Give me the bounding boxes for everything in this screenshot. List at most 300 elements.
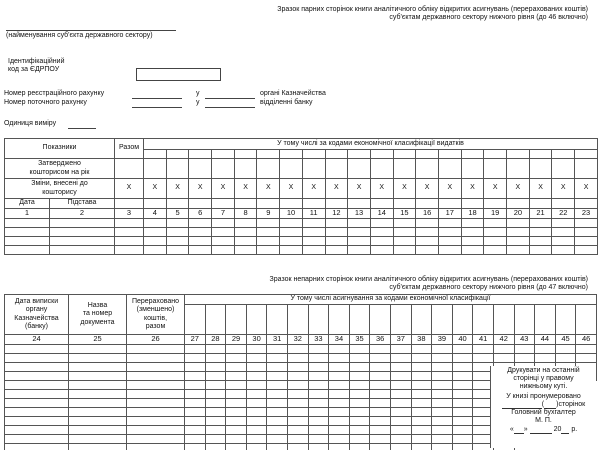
column-number: 17 xyxy=(438,209,461,219)
signature-note-line2: сторінці у правому xyxy=(513,375,574,383)
column-number: 33 xyxy=(308,335,329,345)
column-number: 7 xyxy=(212,209,235,219)
table-cell xyxy=(185,408,206,417)
table-cell xyxy=(416,219,439,228)
table-cell xyxy=(185,399,206,408)
column-number: 11 xyxy=(302,209,325,219)
table-cell xyxy=(185,444,206,450)
table-cell xyxy=(411,417,432,426)
column-number: 42 xyxy=(493,335,514,345)
table-cell xyxy=(411,408,432,417)
table-cell xyxy=(69,390,127,399)
column-number: 22 xyxy=(552,209,575,219)
table-cell xyxy=(432,372,453,381)
x-mark: Х xyxy=(280,179,303,199)
table-cell xyxy=(390,354,411,363)
table-cell xyxy=(69,417,127,426)
table-cell xyxy=(308,345,329,354)
table-cell xyxy=(189,219,212,228)
table-cell xyxy=(144,228,167,237)
table-cell xyxy=(166,228,189,237)
table-cell xyxy=(69,426,127,435)
unit-field[interactable] xyxy=(68,128,96,129)
table-cell xyxy=(308,372,329,381)
table-cell xyxy=(287,363,308,372)
column-number: 29 xyxy=(226,335,247,345)
table-cell xyxy=(329,408,350,417)
table-cell xyxy=(452,354,473,363)
table-cell xyxy=(390,399,411,408)
table-cell xyxy=(5,426,69,435)
table-cell xyxy=(432,444,453,450)
table-cell xyxy=(267,354,288,363)
table-cell xyxy=(329,426,350,435)
chief-accountant-label: Головний бухгалтер xyxy=(511,409,576,417)
x-mark: Х xyxy=(144,179,167,199)
table-cell xyxy=(302,237,325,246)
column-number: 36 xyxy=(370,335,391,345)
table-cell xyxy=(185,372,206,381)
table-cell xyxy=(575,237,598,246)
header-text-line: документа xyxy=(80,318,115,326)
table-cell xyxy=(370,381,391,390)
row-changes-line2: кошторису xyxy=(42,188,77,196)
table-cell xyxy=(280,246,303,255)
table-cell xyxy=(370,246,393,255)
table-cell xyxy=(50,228,115,237)
table-cell xyxy=(127,417,185,426)
table-cell xyxy=(393,237,416,246)
reg-account-label: Номер реєстраційного рахунку xyxy=(4,90,105,97)
signature-block xyxy=(490,366,596,448)
edrpou-input[interactable] xyxy=(136,68,221,81)
table-cell xyxy=(329,381,350,390)
table-cell xyxy=(280,228,303,237)
table-cell xyxy=(411,399,432,408)
col-group-appropriations: У тому числі асигнування за кодами економічної класифікації xyxy=(185,295,597,305)
table-cell xyxy=(507,219,530,228)
table-cell xyxy=(205,408,226,417)
table-cell xyxy=(432,354,453,363)
row-approved xyxy=(5,159,598,179)
header-text-line: органу xyxy=(25,306,48,314)
table-cell xyxy=(127,399,185,408)
table-cell xyxy=(226,363,247,372)
table-cell xyxy=(185,345,206,354)
table-cell xyxy=(529,228,552,237)
table-cell xyxy=(438,228,461,237)
col-transferred xyxy=(127,295,185,335)
table-cell xyxy=(473,354,494,363)
table-cell xyxy=(452,345,473,354)
table-cell xyxy=(115,237,144,246)
table-cell xyxy=(280,237,303,246)
x-mark: Х xyxy=(325,179,348,199)
cur-org-label: відділенні банку xyxy=(260,99,313,106)
row-approved-line2: кошторисом на рік xyxy=(29,168,90,176)
page-header-even xyxy=(200,6,588,22)
table-cell xyxy=(552,228,575,237)
table-cell xyxy=(212,237,235,246)
column-number: 13 xyxy=(348,209,371,219)
table-cell xyxy=(185,381,206,390)
table-cell xyxy=(308,408,329,417)
table-cell xyxy=(514,345,535,354)
table-cell xyxy=(226,354,247,363)
table-cell xyxy=(416,246,439,255)
table-cell xyxy=(5,399,69,408)
x-mark: Х xyxy=(234,179,257,199)
header-text-line: разом xyxy=(145,322,166,330)
table-cell xyxy=(432,435,453,444)
col-statement-date xyxy=(5,295,69,335)
table-cell xyxy=(144,219,167,228)
table-cell xyxy=(115,219,144,228)
unit-label: Одиниця виміру xyxy=(4,120,57,127)
table-cell xyxy=(127,390,185,399)
x-mark: Х xyxy=(115,179,144,199)
table-cell xyxy=(267,444,288,450)
table-cell xyxy=(329,417,350,426)
table-cell xyxy=(115,228,144,237)
table-cell xyxy=(529,237,552,246)
table-cell xyxy=(411,444,432,450)
row-changes xyxy=(5,179,598,199)
table-cell xyxy=(349,372,370,381)
table-cell xyxy=(552,219,575,228)
table-cell xyxy=(432,390,453,399)
table-cell xyxy=(329,399,350,408)
table-cell xyxy=(205,444,226,450)
reg-account-field[interactable] xyxy=(132,98,182,99)
table-cell xyxy=(69,372,127,381)
table-cell xyxy=(5,372,69,381)
table-cell xyxy=(115,246,144,255)
table-cell xyxy=(393,228,416,237)
column-number: 31 xyxy=(267,335,288,345)
table-cell xyxy=(127,372,185,381)
x-mark: Х xyxy=(166,179,189,199)
table-cell xyxy=(411,345,432,354)
x-mark: Х xyxy=(416,179,439,199)
table-cell xyxy=(411,354,432,363)
table-cell xyxy=(267,417,288,426)
table-cell xyxy=(535,345,556,354)
edrpou-label-line2: код за ЄДРПОУ xyxy=(8,66,60,74)
table-cell xyxy=(325,237,348,246)
table-cell xyxy=(287,345,308,354)
table-cell xyxy=(390,381,411,390)
table-cell xyxy=(185,435,206,444)
table-cell xyxy=(127,363,185,372)
numbered-pages-label: У книзі пронумеровано xyxy=(506,393,581,401)
x-mark: Х xyxy=(189,179,212,199)
header-text-line: Перераховано xyxy=(131,298,180,306)
table-cell xyxy=(185,354,206,363)
table-cell xyxy=(226,399,247,408)
column-number: 2 xyxy=(50,209,115,219)
table-cell xyxy=(166,246,189,255)
table-cell xyxy=(5,435,69,444)
table-cell xyxy=(308,390,329,399)
column-number: 8 xyxy=(234,209,257,219)
table-cell xyxy=(329,372,350,381)
column-number: 1 xyxy=(5,209,50,219)
stamp-place-label: М. П. xyxy=(535,417,552,425)
table-cell xyxy=(348,219,371,228)
table-cell xyxy=(452,381,473,390)
pages-count-line: ( )сторінок xyxy=(491,401,596,409)
table-cell xyxy=(349,390,370,399)
header-odd-line1: Зразок непарних сторінок книги аналітичного обліку відкритих асигнувань (перерахованих коштів) xyxy=(269,276,588,283)
table-cell xyxy=(185,417,206,426)
entity-name-line xyxy=(6,30,176,31)
column-number: 4 xyxy=(144,209,167,219)
table-cell xyxy=(349,399,370,408)
row-date-basis xyxy=(5,199,598,209)
table-cell xyxy=(576,345,597,354)
table-cell xyxy=(257,228,280,237)
table-cell xyxy=(69,363,127,372)
table-cell xyxy=(226,381,247,390)
table-cell xyxy=(5,354,69,363)
table-cell xyxy=(329,345,350,354)
table-cell xyxy=(555,354,576,363)
table-cell xyxy=(234,219,257,228)
table-cell xyxy=(287,444,308,450)
table-cell xyxy=(287,435,308,444)
table-cell xyxy=(267,345,288,354)
table-cell xyxy=(257,246,280,255)
table-cell xyxy=(349,444,370,450)
header-odd-line2: суб'єктам державного сектору нижчого рівня (до 47 включно) xyxy=(389,284,588,292)
x-mark: Х xyxy=(552,179,575,199)
column-number: 21 xyxy=(529,209,552,219)
table-cell xyxy=(370,390,391,399)
table-cell xyxy=(267,381,288,390)
table-cell xyxy=(370,237,393,246)
column-number: 16 xyxy=(416,209,439,219)
column-number: 18 xyxy=(461,209,484,219)
table-cell xyxy=(325,228,348,237)
column-number: 35 xyxy=(349,335,370,345)
x-mark: Х xyxy=(348,179,371,199)
table-row xyxy=(5,246,598,255)
table-cell xyxy=(370,372,391,381)
column-number: 40 xyxy=(452,335,473,345)
table-cell xyxy=(349,417,370,426)
table-cell xyxy=(349,408,370,417)
table-cell xyxy=(308,426,329,435)
cur-in-label: у xyxy=(196,99,200,106)
table-cell xyxy=(438,219,461,228)
table-cell xyxy=(349,435,370,444)
table-cell xyxy=(308,354,329,363)
table-cell xyxy=(452,363,473,372)
column-number: 39 xyxy=(432,335,453,345)
table-cell xyxy=(493,354,514,363)
table-cell xyxy=(205,417,226,426)
table-cell xyxy=(234,246,257,255)
table-cell xyxy=(144,237,167,246)
table-cell xyxy=(234,237,257,246)
table-cell xyxy=(287,426,308,435)
table-cell xyxy=(416,228,439,237)
table-cell xyxy=(432,408,453,417)
table-cell xyxy=(246,444,267,450)
table-cell xyxy=(390,363,411,372)
column-number: 5 xyxy=(166,209,189,219)
table-cell xyxy=(370,345,391,354)
table-cell xyxy=(393,219,416,228)
column-number: 10 xyxy=(280,209,303,219)
table-cell xyxy=(234,228,257,237)
column-number: 44 xyxy=(535,335,556,345)
table-cell xyxy=(390,345,411,354)
table-cell xyxy=(246,372,267,381)
table-cell xyxy=(287,354,308,363)
pages-label: сторінок xyxy=(558,401,586,409)
column-number: 23 xyxy=(575,209,598,219)
x-mark: Х xyxy=(393,179,416,199)
table-cell xyxy=(438,237,461,246)
table-cell xyxy=(226,372,247,381)
table-cell xyxy=(370,435,391,444)
reg-org-field[interactable] xyxy=(205,98,255,99)
table-cell xyxy=(349,381,370,390)
table-cell xyxy=(461,228,484,237)
cur-account-field[interactable] xyxy=(132,107,182,108)
column-number: 45 xyxy=(555,335,576,345)
year-prefix: 20 xyxy=(553,426,562,434)
edrpou-label-line1: Ідентифікаційний xyxy=(8,58,65,65)
table-cell xyxy=(226,426,247,435)
date-line xyxy=(491,426,596,434)
table-cell xyxy=(349,354,370,363)
table-cell xyxy=(452,372,473,381)
table-cell xyxy=(189,237,212,246)
row-changes-label xyxy=(5,179,115,199)
table-cell xyxy=(484,219,507,228)
column-number: 46 xyxy=(576,335,597,345)
table-cell xyxy=(325,219,348,228)
table-cell xyxy=(576,354,597,363)
table-cell xyxy=(127,426,185,435)
table-cell xyxy=(267,363,288,372)
table-cell xyxy=(452,399,473,408)
table-cell xyxy=(205,399,226,408)
table-cell xyxy=(69,435,127,444)
table-cell xyxy=(287,372,308,381)
table-cell xyxy=(127,381,185,390)
table-cell xyxy=(507,237,530,246)
column-number: 6 xyxy=(189,209,212,219)
table-cell xyxy=(348,228,371,237)
header-text-line: (зменшено) xyxy=(136,306,175,314)
table-cell xyxy=(267,408,288,417)
table-cell xyxy=(390,444,411,450)
table-cell xyxy=(5,345,69,354)
table-cell xyxy=(507,228,530,237)
header-text-line: (банку) xyxy=(25,322,48,330)
table-cell xyxy=(329,390,350,399)
table-cell xyxy=(529,246,552,255)
table-cell xyxy=(461,246,484,255)
table-cell xyxy=(246,345,267,354)
table-cell xyxy=(205,435,226,444)
x-mark: Х xyxy=(302,179,325,199)
table-cell xyxy=(246,390,267,399)
table-cell xyxy=(308,435,329,444)
table-cell xyxy=(390,435,411,444)
table-cell xyxy=(205,345,226,354)
reg-org-label: органі Казначейства xyxy=(260,90,326,97)
table-cell xyxy=(246,354,267,363)
table-cell xyxy=(411,372,432,381)
month-field[interactable] xyxy=(530,427,552,434)
quote-open: « xyxy=(509,426,514,434)
table-cell xyxy=(325,246,348,255)
table-cell xyxy=(308,381,329,390)
column-number: 43 xyxy=(514,335,535,345)
table-cell xyxy=(5,228,50,237)
page-header-odd xyxy=(200,276,588,292)
table-cell xyxy=(452,435,473,444)
table-cell xyxy=(246,435,267,444)
table-cell xyxy=(267,372,288,381)
column-number: 28 xyxy=(205,335,226,345)
header-text-line: Дата виписки xyxy=(14,298,59,306)
table-cell xyxy=(552,237,575,246)
table-cell xyxy=(370,354,391,363)
table-cell xyxy=(390,390,411,399)
table-cell xyxy=(69,354,127,363)
column-number: 27 xyxy=(185,335,206,345)
table-cell xyxy=(452,390,473,399)
table-cell xyxy=(127,408,185,417)
table-cell xyxy=(69,381,127,390)
header-text-line: коштів, xyxy=(143,314,168,322)
table-cell xyxy=(575,219,598,228)
table-cell xyxy=(348,237,371,246)
table-cell xyxy=(452,426,473,435)
column-number: 20 xyxy=(507,209,530,219)
header-text-line: Казначейства xyxy=(14,314,59,322)
table-row xyxy=(5,354,597,363)
table-cell xyxy=(69,408,127,417)
year-suffix: р. xyxy=(571,426,578,434)
table-cell xyxy=(438,246,461,255)
table-cell xyxy=(5,219,50,228)
table-cell xyxy=(308,363,329,372)
table-cell xyxy=(5,390,69,399)
table-cell xyxy=(287,399,308,408)
header-text-line: Назва xyxy=(87,302,108,310)
table-cell xyxy=(287,417,308,426)
column-number: 19 xyxy=(484,209,507,219)
table-cell xyxy=(411,363,432,372)
table-cell xyxy=(69,345,127,354)
table-cell xyxy=(370,228,393,237)
year-field[interactable] xyxy=(561,427,569,434)
table-cell xyxy=(166,219,189,228)
table1-number-row xyxy=(5,209,598,219)
day-field[interactable] xyxy=(514,427,524,434)
table-cell xyxy=(185,363,206,372)
table-cell xyxy=(507,246,530,255)
table-cell xyxy=(212,246,235,255)
cur-org-field[interactable] xyxy=(205,107,255,108)
